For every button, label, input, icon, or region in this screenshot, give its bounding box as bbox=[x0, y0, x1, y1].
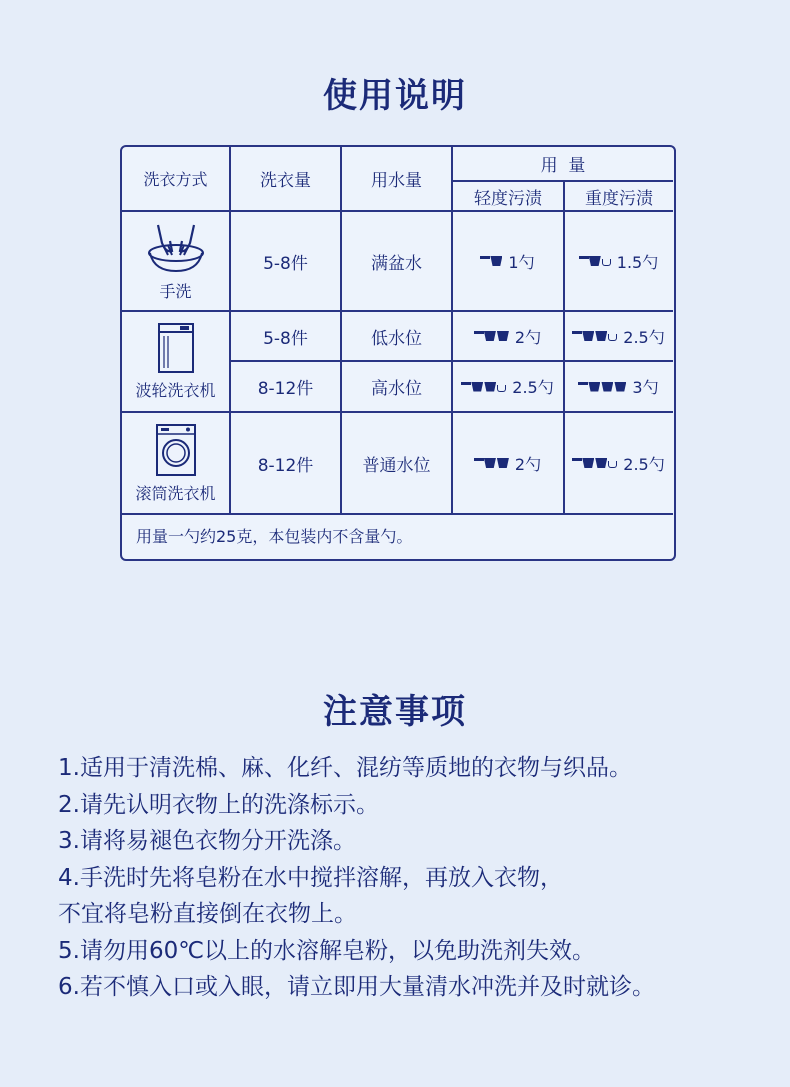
top-loader-washer-icon bbox=[156, 322, 196, 374]
scoop-icon bbox=[580, 256, 612, 266]
heavy-dosage-cell: 3勺 bbox=[565, 362, 673, 411]
notes-list bbox=[58, 750, 778, 1006]
header-heavy-stain: 重度污渍 bbox=[585, 188, 653, 209]
scoop-icon bbox=[462, 382, 507, 392]
scoop-icon bbox=[573, 458, 618, 468]
heavy-dosage-cell: 2.5勺 bbox=[565, 312, 673, 360]
scoop-icon bbox=[475, 331, 510, 341]
method-label: 手洗 bbox=[159, 281, 192, 301]
scoop-icon bbox=[481, 256, 503, 266]
light-dosage-cell: 2.5勺 bbox=[453, 362, 563, 411]
note-line: 5.请勿用60℃以上的水溶解皂粉，以免助洗剂失效。 bbox=[58, 937, 596, 964]
note-line: 3.请将易褪色衣物分开洗涤。 bbox=[58, 828, 356, 854]
note-line: 1.适用于清洗棉、麻、化纤、混纺等质地的衣物与织品。 bbox=[58, 755, 632, 781]
light-dosage-cell: 1勺 bbox=[453, 212, 563, 310]
light-dosage-cell: 2勺 bbox=[453, 312, 563, 360]
header-light-stain: 轻度污渍 bbox=[474, 188, 542, 209]
water-cell: 高水位 bbox=[371, 379, 422, 399]
load-cell: 5-8件 bbox=[263, 253, 308, 274]
note-line: 4.手洗时先将皂粉在水中搅拌溶解，再放入衣物， bbox=[58, 864, 563, 891]
header-method: 洗衣方式 bbox=[143, 170, 208, 189]
header-water: 用水量 bbox=[371, 171, 422, 191]
dosage-footnote: 用量一勺约25克，本包装内不含量勺。 bbox=[136, 527, 413, 546]
method-label: 波轮洗衣机 bbox=[135, 381, 216, 400]
load-cell: 5-8件 bbox=[263, 328, 308, 349]
heavy-dosage-cell: 1.5勺 bbox=[565, 212, 673, 310]
scoop-icon bbox=[573, 331, 618, 341]
light-dosage-cell: 2勺 bbox=[453, 413, 563, 513]
method-front-loader bbox=[122, 413, 229, 513]
notes-title: 注意事项 bbox=[323, 692, 467, 732]
scoop-icon bbox=[475, 458, 510, 468]
water-cell: 低水位 bbox=[371, 328, 422, 349]
usage-title: 使用说明 bbox=[323, 76, 467, 116]
method-top-loader bbox=[122, 312, 229, 411]
load-cell: 8-12件 bbox=[257, 379, 314, 399]
header-dosage: 用 量 bbox=[540, 156, 586, 176]
note-line: 2.请先认明衣物上的洗涤标示。 bbox=[58, 791, 379, 818]
scoop-icon bbox=[579, 382, 627, 392]
method-hand-wash bbox=[122, 212, 229, 310]
heavy-dosage-cell: 2.5勺 bbox=[565, 413, 673, 513]
hand-wash-basin-icon bbox=[146, 221, 206, 275]
dosage-table bbox=[120, 145, 676, 561]
note-line: 不宜将皂粉直接倒在衣物上。 bbox=[58, 901, 357, 927]
method-label: 滚筒洗衣机 bbox=[135, 483, 216, 503]
water-cell: 普通水位 bbox=[362, 455, 431, 476]
note-line: 6.若不慎入口或入眼，请立即用大量清水冲洗并及时就诊。 bbox=[58, 974, 655, 1000]
front-loader-washer-icon bbox=[155, 423, 197, 477]
water-cell: 满盆水 bbox=[371, 253, 422, 274]
header-load: 洗衣量 bbox=[260, 171, 311, 191]
load-cell: 8-12件 bbox=[257, 455, 314, 476]
